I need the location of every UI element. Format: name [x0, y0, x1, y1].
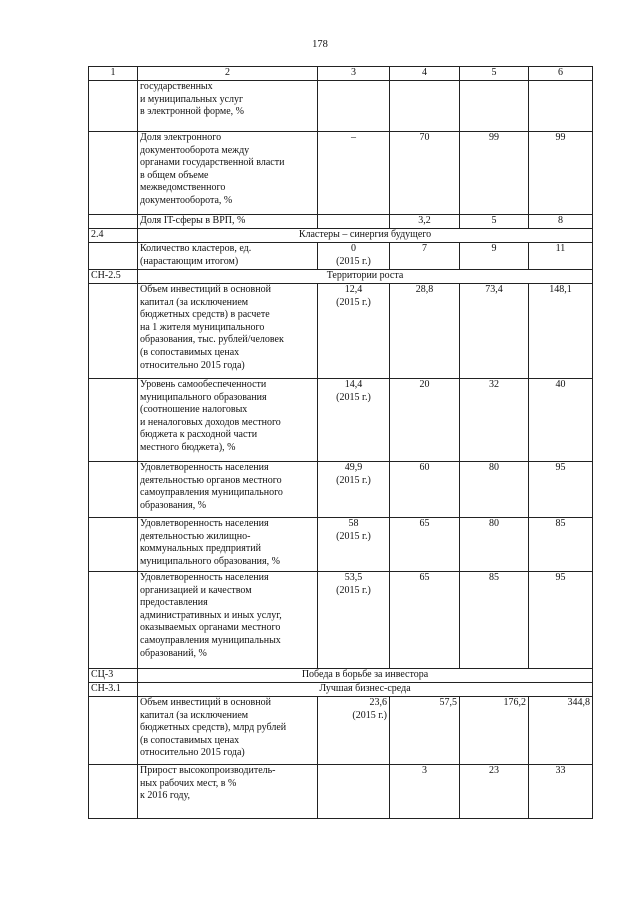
value-col-4: 3	[390, 765, 460, 819]
value-col-6: 99	[529, 132, 593, 215]
table-row	[89, 243, 593, 270]
indicator-name: Доля электронного документооборота между органами государственной власти в общем объеме межведомственного документооборота, %	[138, 132, 318, 215]
value-col-5: 32	[460, 379, 529, 462]
value-col-4: 20	[390, 379, 460, 462]
value-col-4: 7	[390, 243, 460, 270]
row-code	[89, 284, 138, 379]
value-base: 12,4 (2015 г.)	[318, 284, 390, 379]
table-row	[89, 462, 593, 518]
row-code	[89, 572, 138, 669]
section-row	[89, 669, 593, 683]
section-row	[89, 229, 593, 243]
indicator-name: Доля IT-сферы в ВРП, %	[138, 215, 318, 229]
value-col-5: 85	[460, 572, 529, 669]
section-title: Территории роста	[138, 270, 593, 284]
table-row	[89, 132, 593, 215]
value-col-6: 11	[529, 243, 593, 270]
table-row	[89, 697, 593, 765]
value-col-6: 8	[529, 215, 593, 229]
value-col-6: 95	[529, 572, 593, 669]
indicator-name: Прирост высокопроизводитель- ных рабочих мест, в % к 2016 году,	[138, 765, 318, 819]
indicator-name: государственных и муниципальных услуг в электронной форме, %	[138, 81, 318, 132]
value-col-5: 9	[460, 243, 529, 270]
value-col-6	[529, 81, 593, 132]
value-col-5: 5	[460, 215, 529, 229]
header-cell-5: 5	[460, 67, 529, 81]
value-col-5: 80	[460, 462, 529, 518]
value-col-4: 65	[390, 518, 460, 572]
value-base: 49,9 (2015 г.)	[318, 462, 390, 518]
section-code: 2.4	[89, 229, 138, 243]
table-row	[89, 284, 593, 379]
indicator-name: Удовлетворенность населения деятельностью жилищно- коммунальных предприятий муниципального образования, %	[138, 518, 318, 572]
page-number: 178	[312, 39, 328, 50]
value-col-5: 80	[460, 518, 529, 572]
value-col-4: 65	[390, 572, 460, 669]
header-cell-1: 1	[89, 67, 138, 81]
row-code	[89, 697, 138, 765]
table-row	[89, 215, 593, 229]
value-base: 0 (2015 г.)	[318, 243, 390, 270]
value-col-5: 73,4	[460, 284, 529, 379]
row-code	[89, 379, 138, 462]
indicator-name: Уровень самообеспеченности муниципального образования (соотношение налоговых и неналоговых доходов местного бюджета к расходной части местного бюджета), %	[138, 379, 318, 462]
value-base	[318, 215, 390, 229]
row-code	[89, 462, 138, 518]
row-code	[89, 215, 138, 229]
value-col-6: 33	[529, 765, 593, 819]
row-code	[89, 518, 138, 572]
indicator-name: Объем инвестиций в основной капитал (за исключением бюджетных средств) в расчете на 1 жителя муниципального образования, тыс. рублей/человек (в сопоставимых ценах относительно 2015 года)	[138, 284, 318, 379]
section-code: СН-2.5	[89, 270, 138, 284]
value-col-6: 85	[529, 518, 593, 572]
indicator-name: Объем инвестиций в основной капитал (за исключением бюджетных средств), млрд рублей (в сопоставимых ценах относительно 2015 года)	[138, 697, 318, 765]
value-col-5: 23	[460, 765, 529, 819]
section-code: СЦ-3	[89, 669, 138, 683]
value-col-4: 70	[390, 132, 460, 215]
value-col-5	[460, 81, 529, 132]
header-row	[89, 67, 593, 81]
value-base: 23,6 (2015 г.)	[318, 697, 390, 765]
table-row	[89, 765, 593, 819]
indicator-name: Количество кластеров, ед. (нарастающим итогом)	[138, 243, 318, 270]
value-base	[318, 765, 390, 819]
value-base: –	[318, 132, 390, 215]
indicators-table	[88, 66, 593, 819]
section-row	[89, 683, 593, 697]
section-code: СН-3.1	[89, 683, 138, 697]
value-base	[318, 81, 390, 132]
value-col-4: 57,5	[390, 697, 460, 765]
header-cell-6: 6	[529, 67, 593, 81]
value-col-5: 176,2	[460, 697, 529, 765]
value-col-4	[390, 81, 460, 132]
table-row	[89, 379, 593, 462]
value-col-6: 40	[529, 379, 593, 462]
value-base: 58 (2015 г.)	[318, 518, 390, 572]
table-row	[89, 81, 593, 132]
value-col-6: 148,1	[529, 284, 593, 379]
value-col-6: 344,8	[529, 697, 593, 765]
indicator-name: Удовлетворенность населения организацией и качеством предоставления административных и иных услуг, оказываемых органами местного самоуправления муниципальных образований, %	[138, 572, 318, 669]
value-col-6: 95	[529, 462, 593, 518]
indicator-name: Удовлетворенность населения деятельностью органов местного самоуправления муниципального образования, %	[138, 462, 318, 518]
value-col-5: 99	[460, 132, 529, 215]
row-code	[89, 81, 138, 132]
value-base: 14,4 (2015 г.)	[318, 379, 390, 462]
section-row	[89, 270, 593, 284]
row-code	[89, 765, 138, 819]
table-row	[89, 572, 593, 669]
value-base: 53,5 (2015 г.)	[318, 572, 390, 669]
section-title: Лучшая бизнес-среда	[138, 683, 593, 697]
value-col-4: 3,2	[390, 215, 460, 229]
section-title: Кластеры – синергия будущего	[138, 229, 593, 243]
row-code	[89, 132, 138, 215]
section-title: Победа в борьбе за инвестора	[138, 669, 593, 683]
table-row	[89, 518, 593, 572]
header-cell-2: 2	[138, 67, 318, 81]
row-code	[89, 243, 138, 270]
header-cell-3: 3	[318, 67, 390, 81]
header-cell-4: 4	[390, 67, 460, 81]
value-col-4: 60	[390, 462, 460, 518]
value-col-4: 28,8	[390, 284, 460, 379]
